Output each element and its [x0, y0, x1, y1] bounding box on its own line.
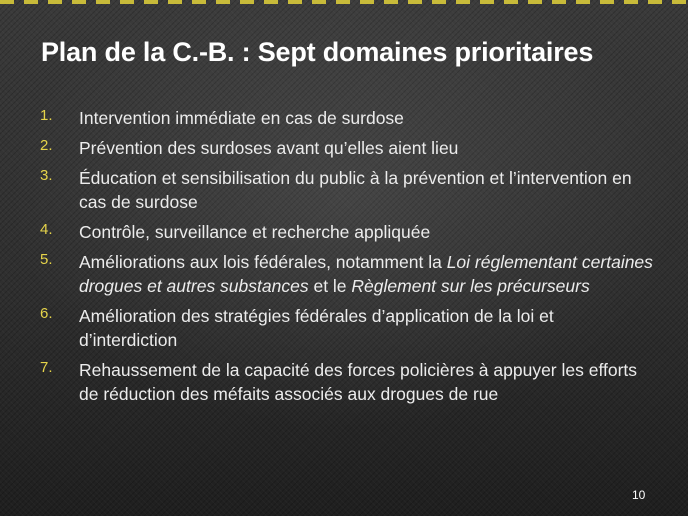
law-title-italic: Loi réglementant certaines drogues et autres substances — [79, 252, 653, 296]
list-item-number: 2. — [40, 137, 53, 154]
top-decorative-dashes — [0, 0, 688, 4]
regulation-title-italic: Règlement sur les précurseurs — [351, 276, 590, 296]
list-item — [0, 166, 688, 214]
list-item-number: 3. — [40, 167, 53, 184]
list-item — [0, 106, 688, 130]
list-item — [0, 220, 688, 244]
list-item-text: Intervention immédiate en cas de surdose — [79, 108, 404, 128]
page-number: 10 — [632, 488, 646, 502]
list-item — [0, 250, 688, 298]
list-item-text-part: et le — [308, 276, 352, 296]
list-item-number: 7. — [40, 359, 53, 376]
list-item-text: Prévention des surdoses avant qu’elles aient lieu — [79, 138, 459, 158]
list-item-text: Rehaussement de la capacité des forces policières à appuyer les efforts de réduction des méfaits associés aux drogues de rue — [79, 360, 638, 404]
list-item-number: 1. — [40, 107, 53, 124]
list-item-text-part: Améliorations aux lois fédérales, notamment la — [79, 252, 447, 272]
list-item — [0, 136, 688, 160]
list-item-text: Éducation et sensibilisation du public à la prévention et l’intervention en cas de surdose — [79, 168, 632, 212]
list-item-number: 6. — [40, 305, 53, 322]
list-item-text: Amélioration des stratégies fédérales d’application de la loi et d’interdiction — [79, 306, 554, 350]
list-item-number: 5. — [40, 251, 53, 268]
list-item — [0, 304, 688, 352]
list-item-number: 4. — [40, 221, 53, 238]
slide-title: Plan de la C.-B. : Sept domaines prioritaires — [41, 37, 594, 67]
list-item — [0, 358, 688, 406]
priority-list — [0, 106, 688, 412]
list-item-text: Contrôle, surveillance et recherche appliquée — [79, 222, 431, 242]
list-item-text — [79, 250, 654, 298]
